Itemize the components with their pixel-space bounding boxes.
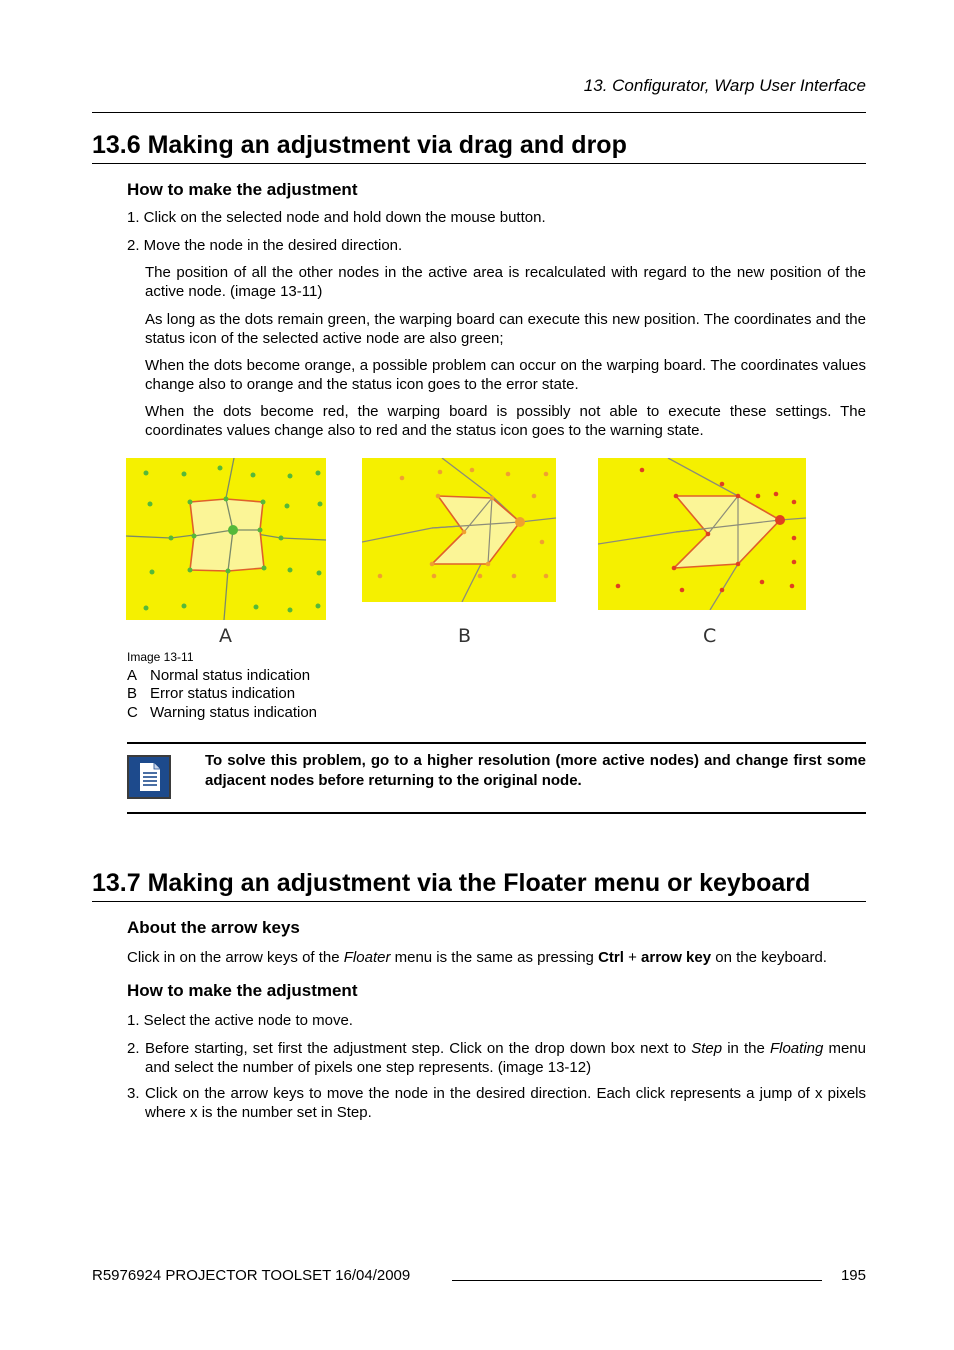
subheading-how-to-2: How to make the adjustment bbox=[127, 981, 358, 1000]
legend-key: A bbox=[127, 667, 138, 684]
paragraph-orange: When the dots become orange, a possible problem can occur on the warping board. The coordinates values change also to orange and the status icon goes to the error state. bbox=[145, 357, 866, 393]
document-note-icon bbox=[127, 755, 171, 799]
figure-panel-a bbox=[126, 458, 326, 620]
footer-rule bbox=[452, 1280, 822, 1281]
panel-label-a: A bbox=[219, 625, 232, 647]
note-rule-bottom bbox=[127, 812, 866, 814]
text-run: menu is the same as pressing bbox=[390, 949, 599, 966]
legend-row-a bbox=[127, 666, 310, 685]
legend-row-b bbox=[127, 684, 295, 703]
step-2: 2. Move the node in the desired direction. bbox=[127, 237, 403, 254]
step-3-number: 3. bbox=[127, 1085, 140, 1102]
arrow-keys-paragraph bbox=[127, 948, 866, 967]
image-label: Image 13-11 bbox=[127, 650, 194, 664]
subheading-how-to: How to make the adjustment bbox=[127, 180, 358, 199]
paragraph-red: When the dots become red, the warping board is possibly not able to execute these settings. The coordinates values change also to red and the status icon goes to the warning state. bbox=[145, 403, 866, 439]
paragraph-green: As long as the dots remain green, the warping board can execute this new position. The coordinates and the status icon of the selected active node are also green; bbox=[145, 311, 866, 347]
legend-text: Error status indication bbox=[150, 685, 296, 702]
legend-text: Normal status indication bbox=[150, 667, 311, 684]
step-3-text: Click on the arrow keys to move the node in the desired direction. Each click represents a jump of x pixels where x is the number set in Step. bbox=[145, 1085, 866, 1121]
arrow-key-term: arrow key bbox=[641, 949, 712, 966]
page-number: 195 bbox=[840, 1267, 866, 1284]
note-rule-top bbox=[127, 742, 866, 744]
step-2-number: 2. bbox=[127, 1040, 140, 1057]
text-run: menu and select the number of pixels one step represents. (image 13-12) bbox=[145, 1040, 866, 1076]
floating-term: Floating bbox=[769, 1040, 824, 1057]
step-term: Step bbox=[691, 1040, 723, 1057]
legend-text: Warning status indication bbox=[150, 704, 318, 721]
panel-label-b: B bbox=[458, 625, 472, 647]
text-run: on the keyboard. bbox=[711, 949, 827, 966]
subheading-arrow-keys: About the arrow keys bbox=[127, 918, 300, 937]
ctrl-key: Ctrl bbox=[598, 949, 624, 966]
section-rule bbox=[92, 901, 866, 902]
running-header: 13. Configurator, Warp User Interface bbox=[583, 76, 866, 95]
header-rule bbox=[92, 112, 866, 113]
panel-label-c: C bbox=[703, 625, 717, 647]
footer-doc-id: R5976924 PROJECTOR TOOLSET 16/04/2009 bbox=[92, 1267, 411, 1284]
figure-panel-b bbox=[362, 458, 556, 602]
legend-key: B bbox=[127, 685, 138, 702]
step-2-text bbox=[145, 1039, 866, 1077]
step-1-select: 1. Select the active node to move. bbox=[127, 1012, 353, 1029]
legend-row-c bbox=[127, 703, 317, 722]
figure-panel-c bbox=[598, 458, 806, 610]
text-run: in the bbox=[722, 1040, 770, 1057]
section-title-13-7: 13.7 Making an adjustment via the Floater menu or keyboard bbox=[92, 869, 811, 897]
legend-key: C bbox=[127, 704, 138, 721]
note-text: To solve this problem, go to a higher resolution (more active nodes) and change first some adjacent nodes before returning to the original node. bbox=[205, 752, 866, 789]
section-rule bbox=[92, 163, 866, 164]
text-run: Before starting, set first the adjustment step. Click on the drop down box next to bbox=[145, 1040, 692, 1057]
text-run: + bbox=[623, 949, 642, 966]
floater-term: Floater bbox=[343, 949, 391, 966]
section-title-13-6: 13.6 Making an adjustment via drag and drop bbox=[92, 131, 627, 159]
text-run: Click in on the arrow keys of the bbox=[127, 949, 344, 966]
paragraph-recalc: The position of all the other nodes in the active area is recalculated with regard to the new position of the active node. (image 13-11) bbox=[145, 264, 866, 300]
step-1: 1. Click on the selected node and hold down the mouse button. bbox=[127, 209, 546, 226]
